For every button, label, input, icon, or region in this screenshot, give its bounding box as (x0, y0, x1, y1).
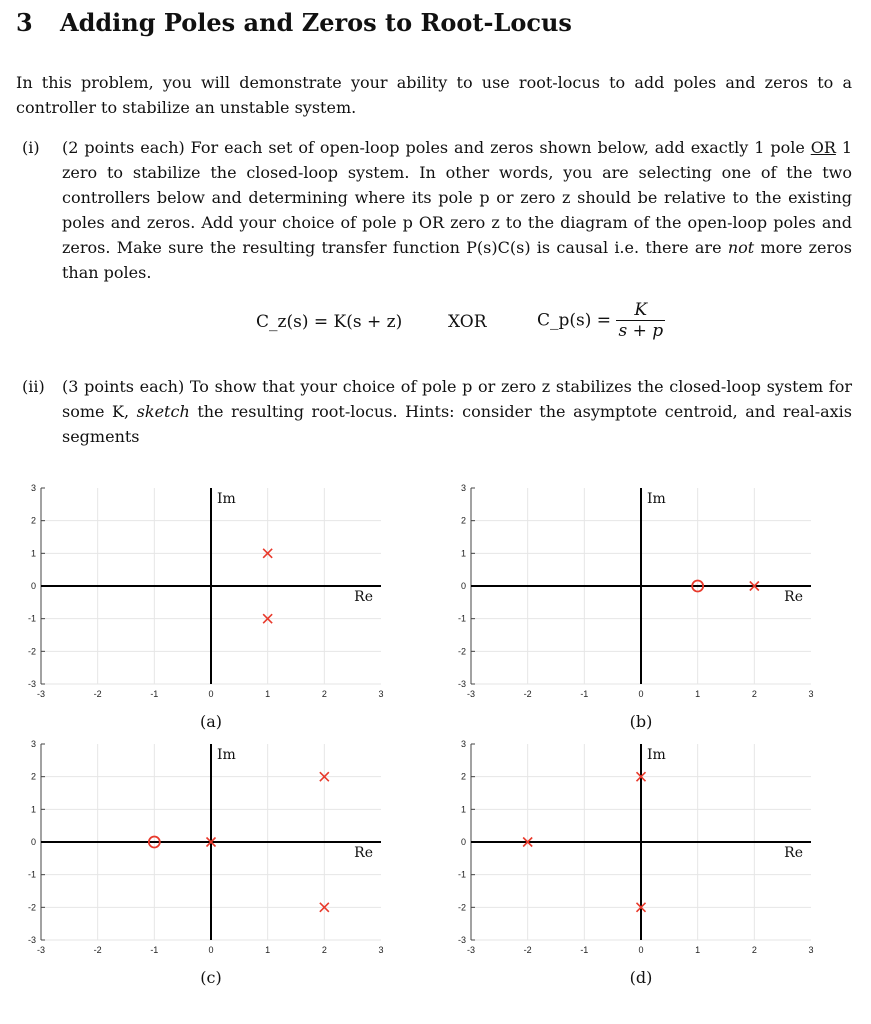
part-ii-text-a: (3 points each) To show that your choice of pole p or zero z stabilizes the closed-loop system for some K, (62, 377, 852, 421)
plot-b-xtick-label: -2 (523, 689, 532, 699)
plot-a-xtick-label: -1 (150, 689, 159, 699)
plot-c-ytick-label: 3 (30, 739, 36, 749)
plot-d-xtick-label: -2 (523, 945, 532, 955)
intro-paragraph: In this problem, you will demonstrate your ability to use root-locus to add poles and zeros to a controller to stabilize an unstable system. (16, 73, 852, 117)
plot-c (28, 739, 384, 987)
plot-c-ytick-label: 2 (30, 771, 36, 782)
plot-c-xtick-label: 0 (208, 945, 214, 955)
plot-c-xtick-label: -3 (36, 945, 46, 955)
plot-b-ylabel: Im (647, 491, 666, 507)
plot-a-xlabel: Re (354, 589, 373, 605)
part-i-or: OR (810, 138, 836, 157)
plot-a-ylabel: Im (217, 491, 236, 507)
plot-b-ytick-label: 3 (460, 483, 466, 493)
plot-d (458, 739, 814, 987)
plot-b-xtick-label: 0 (638, 689, 644, 699)
plot-a-caption: (a) (199, 712, 223, 731)
plot-c-ylabel: Im (217, 747, 236, 763)
plot-a-ytick-label: 3 (30, 483, 36, 493)
part-i-text-a: (2 points each) For each set of open-loop poles and zeros shown below, add exactly 1 pole (62, 138, 811, 157)
plot-a-ytick-label: 1 (30, 548, 36, 559)
part-ii-text-b: the resulting root-locus. Hints: consider the asymptote centroid, and real-axis segments (62, 402, 852, 446)
plot-d-ytick-label: 1 (460, 804, 466, 815)
plot-d-xlabel: Re (784, 845, 803, 861)
plot-b-xtick-label: 2 (751, 689, 757, 699)
plot-c-ytick-label: -1 (27, 869, 36, 880)
part-i-text-c: more zeros than poles. (62, 238, 853, 282)
plot-b-xlabel: Re (784, 589, 803, 605)
plot-c-caption: (c) (200, 968, 222, 987)
plot-d-xtick-label: 2 (751, 945, 757, 955)
section-title: Adding Poles and Zeros to Root-Locus (60, 8, 572, 37)
plot-b (458, 483, 814, 731)
part-ii-label: (ii) (22, 377, 45, 396)
plot-d-ytick-label: -2 (457, 902, 466, 913)
plot-c-ytick-label: -2 (27, 902, 36, 913)
plot-d-ytick-label: -1 (457, 869, 466, 880)
plot-a-xtick-label: 3 (378, 689, 384, 699)
plot-d-xtick-label: 0 (638, 945, 644, 955)
plot-d-xtick-label: 3 (808, 945, 814, 955)
part-i-not: not (727, 238, 755, 257)
plot-c-xtick-label: 2 (321, 945, 327, 955)
plot-b-ytick-label: 2 (460, 515, 466, 526)
section-number: 3 (16, 8, 33, 37)
plot-a-ytick-label: 2 (30, 515, 36, 526)
plot-a-xtick-label: -3 (36, 689, 46, 699)
part-i-text-b: 1 zero to stabilize the closed-loop system. In other words, you are selecting one of the two controllers below and determining where its pole p or zero z should be relative to the existing poles and zeros. Add your choice of pole p OR zero z to the diagram of the open-loop poles and zeros. Make sure the resulting transfer function P(s)C(s) is causal i.e. there are (62, 138, 853, 257)
plot-c-xtick-label: -1 (150, 945, 159, 955)
plot-c-ytick-label: -3 (27, 935, 36, 945)
plot-a-xtick-label: -2 (93, 689, 102, 699)
plot-a-xtick-label: 1 (265, 689, 271, 699)
equation-cp-denominator: s + p (618, 321, 664, 341)
plot-c-xtick-label: -2 (93, 945, 102, 955)
plot-b-ytick-label: 1 (460, 548, 466, 559)
plot-c-xlabel: Re (354, 845, 373, 861)
plot-b-ytick-label: -1 (457, 613, 466, 624)
plot-d-ytick-label: 0 (460, 837, 466, 847)
plot-a-ytick-label: -3 (27, 679, 36, 689)
plot-b-xtick-label: 1 (695, 689, 701, 699)
plot-b-xtick-label: -3 (466, 689, 476, 699)
plot-d-caption: (d) (629, 968, 653, 987)
plot-a-ytick-label: -2 (27, 646, 36, 657)
plot-d-xtick-label: -3 (466, 945, 476, 955)
equation-cp-lhs: C_p(s) = (537, 310, 612, 331)
plot-a-xtick-label: 2 (321, 689, 327, 699)
equation-cz: C_z(s) = K(s + z) (256, 312, 403, 332)
equation-cp-numerator: K (616, 300, 665, 321)
plot-b-xtick-label: 3 (808, 689, 814, 699)
plot-d-xtick-label: 1 (695, 945, 701, 955)
plot-c-xtick-label: 1 (265, 945, 271, 955)
plot-a-xtick-label: 0 (208, 689, 214, 699)
part-ii-sketch: sketch (136, 402, 190, 421)
plot-c-ytick-label: 0 (30, 837, 36, 847)
plot-d-ytick-label: 2 (460, 771, 466, 782)
plot-b-ytick-label: -2 (457, 646, 466, 657)
plot-b-ytick-label: -3 (457, 679, 466, 689)
plot-d-xtick-label: -1 (580, 945, 589, 955)
plot-d-ytick-label: 3 (460, 739, 466, 749)
equation-xor: XOR (448, 312, 487, 332)
plot-b-caption: (b) (629, 712, 653, 731)
plot-c-xtick-label: 3 (378, 945, 384, 955)
plot-a (28, 483, 384, 731)
plot-d-ylabel: Im (647, 747, 666, 763)
plot-a-ytick-label: -1 (27, 613, 36, 624)
plot-b-xtick-label: -1 (580, 689, 589, 699)
plot-b-ytick-label: 0 (460, 581, 466, 591)
plot-a-ytick-label: 0 (30, 581, 36, 591)
part-i-label: (i) (22, 138, 40, 157)
plot-c-ytick-label: 1 (30, 804, 36, 815)
plot-d-ytick-label: -3 (457, 935, 466, 945)
